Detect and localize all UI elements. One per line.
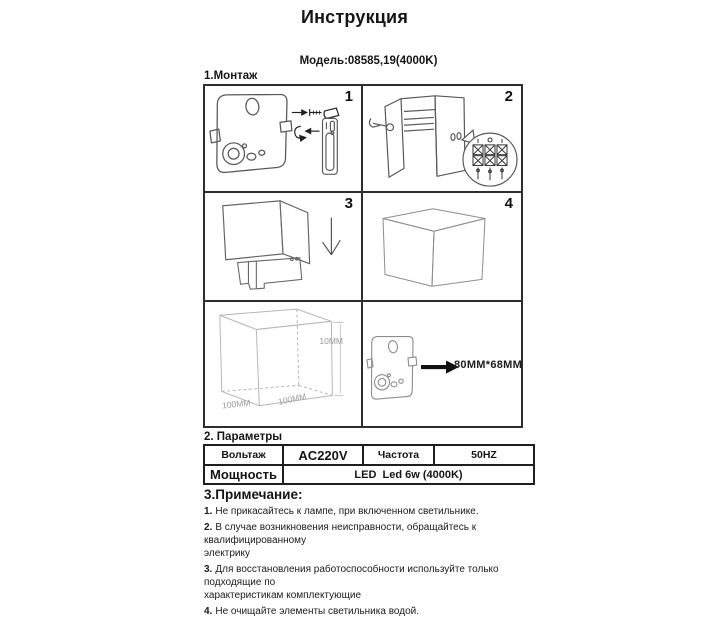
note-item-4 — [204, 605, 544, 618]
panel-number: 2 — [504, 88, 513, 105]
section-parameters-title: 2. Параметры — [204, 431, 283, 443]
frequency-label-cell: Частота — [362, 446, 433, 464]
voltage-value-cell: AC220V — [282, 446, 362, 464]
note-number: 3. — [204, 564, 213, 575]
power-value-cell: LED Led 6w (4000K) — [282, 464, 533, 483]
note-number: 4. — [204, 606, 213, 617]
montage-panel-plate-size — [363, 302, 521, 426]
montage-panel-3 — [205, 193, 363, 302]
note-text: Не прикасайтесь к лампе, при включенном светильнике. — [215, 506, 479, 517]
fixture-wiring-illustration — [363, 86, 521, 191]
note-number: 1. — [204, 506, 213, 517]
mounting-strip — [322, 118, 337, 174]
montage-grid — [203, 84, 523, 428]
montage-panel-dimensions — [205, 302, 363, 426]
note-item-1 — [204, 505, 544, 518]
section-montage-title: 1.Монтаж — [204, 70, 258, 82]
note-text: В случае возникновения неисправности, обращайтесь к квалифицированному — [204, 522, 477, 546]
note-number: 2. — [204, 522, 213, 533]
note-item-2 — [204, 521, 544, 560]
mounting-screws — [292, 108, 339, 141]
note-text: Не очищайте элементы светильника водой. — [215, 606, 419, 617]
backplate-screws-illustration — [205, 86, 361, 191]
montage-panel-2 — [363, 86, 521, 193]
dimension-width-label: 100MM — [277, 391, 308, 407]
dimension-height-label: 10MM — [319, 336, 343, 346]
plate-size-label: 80MM*68MM — [454, 359, 523, 371]
down-arrow-icon — [322, 218, 340, 255]
assembled-cube-illustration — [363, 193, 521, 300]
note-item-3 — [204, 563, 544, 602]
parameters-table — [203, 444, 535, 485]
panel-number: 4 — [504, 195, 513, 212]
notes-list — [204, 505, 544, 621]
note-text-continued: характеристикам комплектующие — [204, 590, 362, 601]
page-title: Инструкция — [300, 7, 409, 27]
fixture-base — [238, 257, 302, 289]
voltage-label-cell: Вольтаж — [221, 449, 266, 461]
panel-number: 3 — [344, 195, 353, 212]
montage-panel-1 — [205, 86, 363, 193]
cover-install-illustration — [205, 193, 361, 300]
section-notes-title: 3.Примечание: — [204, 487, 303, 502]
dimension-depth-label: 100MM — [221, 397, 251, 411]
montage-panel-4 — [363, 193, 521, 302]
model-line: Модель:08585,19(4000K) — [299, 55, 438, 67]
frequency-value-cell: 50HZ — [433, 446, 533, 464]
note-text: Для восстановления работоспособности используйте только подходящие по — [204, 564, 499, 588]
power-label-cell: Мощность — [205, 464, 282, 483]
note-text-continued: электрику — [204, 548, 250, 559]
panel-number: 1 — [344, 88, 353, 105]
